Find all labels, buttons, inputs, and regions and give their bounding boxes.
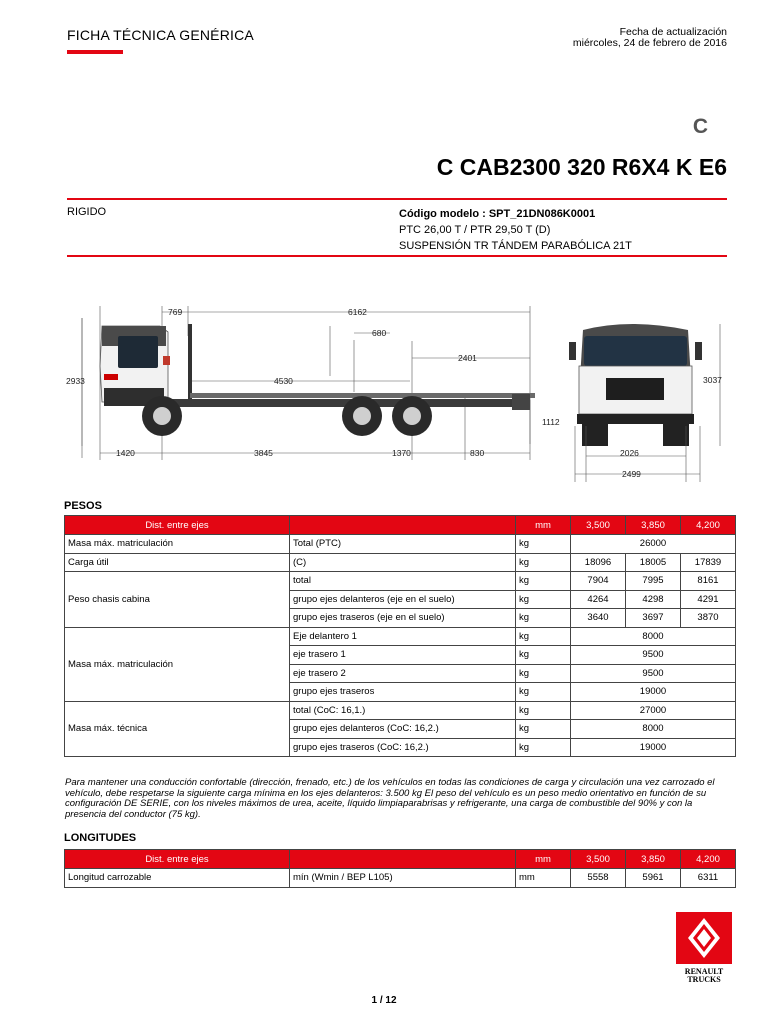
header-cell	[290, 850, 516, 869]
row-value: 17839	[681, 553, 736, 572]
logo-text-renault: RENAULT	[684, 967, 724, 976]
row-unit: kg	[516, 720, 571, 739]
dim-chassis-height: 1112	[542, 417, 560, 427]
row-value: 7995	[626, 572, 681, 591]
table-row	[65, 572, 736, 591]
table-row	[65, 535, 736, 554]
update-date-value: miércoles, 24 de febrero de 2016	[572, 37, 727, 49]
row-unit: kg	[516, 572, 571, 591]
row-label: Carga útil	[65, 553, 290, 572]
model-name: C CAB2300 320 R6X4 K E6	[436, 154, 727, 180]
row-value: 19000	[571, 683, 736, 702]
weights-note: Para mantener una conducción confortable (dirección, frenado, etc.) de los vehículos en todas las condiciones de carga y circulación una vez carrozado el vehículo, debe respetarse la siguiente carga mínima en los ejes delanteros: 3.500 kg El peso del vehículo es un peso medio orientativo en función de su configuración DE SERIE, con los niveles máximos de urea, aceite, líquido limpiaparabrisas y refrigerante, una carga de combustible del 90% y con la presencia del conductor (75 kg).	[65, 777, 715, 820]
row-unit: kg	[516, 590, 571, 609]
range-letter: C	[692, 115, 708, 138]
truck-dimension-drawing	[60, 296, 740, 486]
header-cell: Dist. entre ejes	[65, 850, 290, 869]
dim-4530: 4530	[274, 376, 293, 386]
row-unit: kg	[516, 738, 571, 757]
header-cell: 3,500	[571, 516, 626, 535]
row-sub: (C)	[290, 553, 516, 572]
row-label: Longitud carrozable	[65, 869, 290, 888]
dim-total-body: 6162	[348, 307, 367, 317]
row-unit: kg	[516, 683, 571, 702]
row-sub: grupo ejes traseros (CoC: 16,2.)	[290, 738, 516, 757]
section-pesos-title: PESOS	[64, 500, 102, 512]
row-value: 8000	[571, 627, 736, 646]
lengths-table	[64, 849, 736, 888]
section-longitudes-title: LONGITUDES	[64, 832, 137, 844]
row-sub: mín (Wmin / BEP L105)	[290, 869, 516, 888]
row-unit: kg	[516, 664, 571, 683]
table-row	[65, 627, 736, 646]
row-value: 5961	[626, 869, 681, 888]
truck-front-view	[569, 324, 702, 446]
logo-text-trucks: TRUCKS	[687, 975, 721, 984]
header-cell: Dist. entre ejes	[65, 516, 290, 535]
body-type: RIGIDO	[67, 206, 107, 218]
header-cell	[290, 516, 516, 535]
dim-front-height: 3037	[703, 375, 722, 385]
row-value: 9500	[571, 664, 736, 683]
truck-side-view	[100, 324, 535, 436]
suspension-line: SUSPENSIÓN TR TÁNDEM PARABÓLICA 21T	[399, 240, 632, 252]
header-cell: 3,500	[571, 850, 626, 869]
row-label: Masa máx. matriculación	[65, 535, 290, 554]
group-label: Masa máx. técnica	[65, 701, 290, 757]
row-value: 3870	[681, 609, 736, 628]
dim-2401: 2401	[458, 353, 477, 363]
table-row	[65, 553, 736, 572]
header-cell: mm	[516, 850, 571, 869]
row-unit: kg	[516, 627, 571, 646]
row-value: 18096	[571, 553, 626, 572]
row-value: 6311	[681, 869, 736, 888]
row-sub: Total (PTC)	[290, 535, 516, 554]
divider-top	[67, 198, 727, 200]
row-value: 4291	[681, 590, 736, 609]
update-date-label: Fecha de actualización	[619, 26, 727, 38]
row-value: 3640	[571, 609, 626, 628]
row-unit: mm	[516, 869, 571, 888]
dim-track: 2026	[620, 448, 639, 458]
weights-table	[64, 515, 736, 757]
row-sub: grupo ejes delanteros (CoC: 16,2.)	[290, 720, 516, 739]
header-cell: 3,850	[626, 850, 681, 869]
row-value: 26000	[571, 535, 736, 554]
header-cell: 3,850	[626, 516, 681, 535]
dim-rear-overhang: 830	[470, 448, 485, 458]
row-unit: kg	[516, 535, 571, 554]
header-cell: 4,200	[681, 516, 736, 535]
row-value: 19000	[571, 738, 736, 757]
row-sub: grupo ejes delanteros (eje en el suelo)	[290, 590, 516, 609]
model-info	[399, 206, 632, 254]
row-unit: kg	[516, 609, 571, 628]
dim-tandem: 1370	[392, 448, 411, 458]
row-value: 27000	[571, 701, 736, 720]
table-header-row	[65, 850, 736, 869]
row-value: 7904	[571, 572, 626, 591]
group-label: Peso chasis cabina	[65, 572, 290, 628]
table-row	[65, 869, 736, 888]
document-title: FICHA TÉCNICA GENÉRICA	[67, 27, 254, 43]
dim-wheelbase: 3845	[254, 448, 273, 458]
ptc-line: PTC 26,00 T / PTR 29,50 T (D)	[399, 224, 551, 236]
row-value: 8000	[571, 720, 736, 739]
dim-cab-overhang: 769	[168, 307, 183, 317]
header-cell: 4,200	[681, 850, 736, 869]
row-sub: Eje delantero 1	[290, 627, 516, 646]
page-number: 1 / 12	[371, 995, 397, 1006]
row-value: 8161	[681, 572, 736, 591]
divider-bottom	[67, 255, 727, 257]
group-label: Masa máx. matriculación	[65, 627, 290, 701]
row-unit: kg	[516, 553, 571, 572]
row-unit: kg	[516, 646, 571, 665]
row-value: 18005	[626, 553, 681, 572]
table-header-row	[65, 516, 736, 535]
header-cell: mm	[516, 516, 571, 535]
row-value: 4298	[626, 590, 681, 609]
row-sub: total	[290, 572, 516, 591]
row-value: 5558	[571, 869, 626, 888]
table-row	[65, 701, 736, 720]
row-sub: grupo ejes traseros (eje en el suelo)	[290, 609, 516, 628]
row-sub: grupo ejes traseros	[290, 683, 516, 702]
row-sub: eje trasero 2	[290, 664, 516, 683]
dim-680: 680	[372, 328, 387, 338]
renault-trucks-logo	[676, 912, 732, 984]
title-accent-bar	[67, 50, 123, 54]
row-sub: eje trasero 1	[290, 646, 516, 665]
dim-front-overhang: 1420	[116, 448, 135, 458]
row-value: 4264	[571, 590, 626, 609]
row-sub: total (CoC: 16,1.)	[290, 701, 516, 720]
model-code: Código modelo : SPT_21DN086K0001	[399, 208, 596, 220]
row-unit: kg	[516, 701, 571, 720]
row-value: 3697	[626, 609, 681, 628]
row-value: 9500	[571, 646, 736, 665]
dim-width: 2499	[622, 469, 641, 479]
update-date	[573, 27, 727, 49]
dim-height: 2933	[66, 376, 85, 386]
